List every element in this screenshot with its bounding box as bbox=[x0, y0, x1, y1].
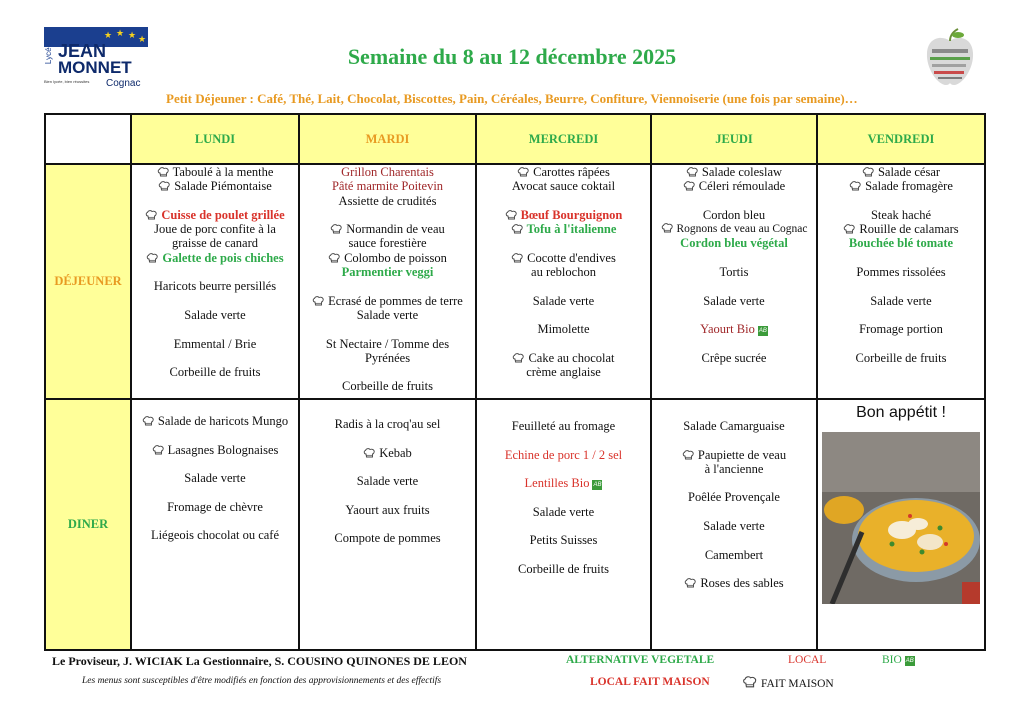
chef-hat-icon bbox=[146, 253, 159, 263]
list-item: Echine de porc 1 / 2 sel bbox=[504, 447, 623, 462]
list-item: Salade césar bbox=[818, 165, 984, 179]
chef-hat-icon bbox=[145, 210, 158, 220]
list-item: Salade verte bbox=[870, 293, 932, 308]
chef-hat-icon bbox=[849, 181, 862, 191]
list-item: St Nectaire / Tomme des bbox=[325, 336, 450, 351]
list-item: Salade Camarguaise bbox=[683, 419, 785, 433]
list-item: Cordon bleu bbox=[702, 207, 766, 222]
list-item: à l'ancienne bbox=[704, 461, 764, 476]
list-item: Liégeois chocolat ou café bbox=[150, 528, 280, 543]
chef-hat-icon bbox=[683, 181, 696, 191]
list-item: Salade verte bbox=[184, 307, 246, 322]
list-item: crème anglaise bbox=[526, 365, 601, 380]
list-item: Normandin de veau bbox=[300, 222, 475, 236]
list-item: Salade fromagère bbox=[818, 179, 984, 193]
list-item: Colombo de poisson bbox=[300, 251, 475, 265]
list-item: Roses des sables bbox=[652, 576, 816, 590]
legend-local-fait-maison: LOCAL FAIT MAISON bbox=[590, 676, 710, 688]
list-item: Pâté marmite Poitevin bbox=[331, 179, 444, 194]
list-item: Bœuf Bourguignon bbox=[477, 208, 650, 222]
list-item: Tortis bbox=[719, 265, 749, 280]
food-photo bbox=[822, 432, 980, 604]
logo-city: Cognac bbox=[106, 78, 141, 89]
list-item: sauce forestière bbox=[348, 236, 427, 251]
list-item: Rouille de calamars bbox=[818, 222, 984, 236]
list-item: Salade verte bbox=[356, 474, 419, 489]
chef-hat-icon bbox=[363, 448, 376, 458]
list-item: Cordon bleu végétal bbox=[680, 236, 788, 251]
list-item: Corbeille de fruits bbox=[518, 561, 609, 576]
bon-appetit-text: Bon appétit ! bbox=[856, 404, 946, 421]
logo-line2: MONNET bbox=[58, 58, 132, 77]
list-item: au reblochon bbox=[531, 265, 596, 280]
dejeuner-row bbox=[45, 164, 985, 399]
dejeuner-vendredi bbox=[817, 164, 985, 399]
list-item: Salade de haricots Mungo bbox=[132, 414, 298, 428]
list-item: Lasagnes Bolognaises bbox=[132, 443, 298, 457]
eu-flag-icon: ★ ★ ★ ★ bbox=[44, 27, 148, 47]
diner-row bbox=[45, 399, 985, 650]
ab-bio-icon: AB bbox=[905, 658, 914, 664]
ab-bio-icon: AB bbox=[593, 482, 602, 489]
chef-hat-icon bbox=[512, 353, 525, 363]
day-header-lundi: LUNDI bbox=[131, 114, 299, 164]
list-item: Galette de pois chiches bbox=[132, 251, 298, 265]
list-item: Feuilleté au fromage bbox=[511, 419, 616, 433]
disclaimer-note: Les menus sont susceptibles d'être modifiés en fonction des approvisionnements et des effectifs bbox=[82, 676, 442, 686]
list-item: Yaourt Bio AB bbox=[700, 322, 767, 337]
breakfast-line: Petit Déjeuner : Café, Thé, Lait, Chocolat, Biscottes, Pain, Céréales, Beurre, Confiture, Viennoiserie (une fois par semaine)… bbox=[166, 91, 858, 106]
list-item: Petits Suisses bbox=[529, 533, 598, 548]
signature: Le Proviseur, J. WICIAK La Gestionnaire, S. COUSINO QUINONES DE LEON bbox=[52, 654, 467, 668]
page-title: Semaine du 8 au 12 décembre 2025 bbox=[347, 44, 677, 69]
list-item: Fromage portion bbox=[859, 322, 943, 337]
list-item: Compote de pommes bbox=[334, 531, 441, 546]
list-item: Rognons de veau au Cognac bbox=[652, 222, 816, 236]
diner-mercredi bbox=[476, 399, 651, 650]
chef-hat-icon bbox=[152, 445, 165, 455]
legend-bio: BIO AB bbox=[882, 654, 914, 666]
list-item: Corbeille de fruits bbox=[169, 365, 261, 380]
list-item: Salade verte bbox=[184, 471, 246, 486]
diner-jeudi bbox=[651, 399, 817, 650]
list-item: Taboulé à la menthe bbox=[132, 165, 298, 179]
list-item: Bouchée blé tomate bbox=[848, 236, 954, 251]
list-item: Salade verte bbox=[703, 293, 765, 308]
diner-mardi bbox=[299, 399, 476, 650]
day-header-vendredi: VENDREDI bbox=[817, 114, 985, 164]
chef-hat-icon bbox=[158, 181, 171, 191]
chef-hat-icon bbox=[684, 578, 697, 588]
dejeuner-jeudi bbox=[651, 164, 817, 399]
list-item: Corbeille de fruits bbox=[342, 379, 433, 394]
list-item: Joue de porc confite à la bbox=[154, 222, 276, 237]
dejeuner-label: DÉJEUNER bbox=[45, 164, 131, 399]
list-item: Crêpe sucrée bbox=[701, 350, 767, 365]
logo-tagline: Bien lycée, bien réussites bbox=[44, 79, 90, 84]
chef-hat-icon bbox=[742, 676, 758, 688]
list-item: Corbeille de fruits bbox=[855, 350, 947, 365]
legend-alternative-vegetale: ALTERNATIVE VEGETALE bbox=[566, 654, 715, 666]
weekly-menu-table bbox=[44, 113, 986, 651]
chef-hat-icon bbox=[686, 167, 699, 177]
list-item: Steak haché bbox=[870, 207, 932, 222]
list-item: Salade coleslaw bbox=[652, 165, 816, 179]
dejeuner-mercredi bbox=[476, 164, 651, 399]
list-item: Avocat sauce coktail bbox=[511, 179, 616, 194]
list-item: Radis à la croq'au sel bbox=[334, 417, 441, 431]
list-item: Salade verte bbox=[703, 519, 765, 534]
list-item: Pommes rissolées bbox=[856, 265, 946, 280]
list-item: Cuisse de poulet grillée bbox=[132, 208, 298, 222]
day-header-jeudi: JEUDI bbox=[651, 114, 817, 164]
ab-bio-icon: AB bbox=[758, 328, 767, 335]
list-item: Camembert bbox=[704, 547, 764, 562]
chef-hat-icon bbox=[661, 223, 674, 233]
list-item: Haricots beurre persillés bbox=[153, 279, 277, 294]
list-item: Parmentier veggi bbox=[341, 265, 434, 280]
dejeuner-mardi bbox=[299, 164, 476, 399]
corner-cell bbox=[45, 114, 131, 164]
legend-local: LOCAL bbox=[788, 654, 827, 666]
chef-hat-icon bbox=[517, 167, 530, 177]
chef-hat-icon bbox=[330, 224, 343, 234]
list-item: Paupiette de veau bbox=[652, 448, 816, 462]
list-item: Céleri rémoulade bbox=[652, 179, 816, 193]
list-item: Cocotte d'endives bbox=[477, 251, 650, 265]
list-item: Carottes râpées bbox=[477, 165, 650, 179]
dejeuner-lundi bbox=[131, 164, 299, 399]
list-item: Cake au chocolat bbox=[477, 351, 650, 365]
logo-prefix: Lycée bbox=[44, 43, 53, 65]
list-item: Ecrasé de pommes de terre bbox=[300, 294, 475, 308]
chef-hat-icon bbox=[862, 167, 875, 177]
diner-lundi bbox=[131, 399, 299, 650]
list-item: Assiette de crudités bbox=[338, 193, 437, 208]
chef-hat-icon bbox=[511, 253, 524, 263]
list-item: Tofu à l'italienne bbox=[477, 222, 650, 236]
diner-label: DINER bbox=[45, 399, 131, 650]
list-item: Yaourt aux fruits bbox=[345, 502, 430, 517]
list-item: Salade verte bbox=[532, 504, 595, 519]
list-item: Salade Piémontaise bbox=[132, 179, 298, 193]
legend-fait-maison: FAIT MAISON bbox=[742, 676, 834, 690]
day-header-mardi: MARDI bbox=[299, 114, 476, 164]
chef-hat-icon bbox=[157, 167, 170, 177]
day-header-mercredi: MERCREDI bbox=[476, 114, 651, 164]
chef-hat-icon bbox=[682, 450, 695, 460]
diner-vendredi bbox=[817, 399, 985, 650]
list-item: graisse de canard bbox=[171, 236, 259, 251]
list-item: Fromage de chèvre bbox=[167, 499, 263, 514]
chef-hat-icon bbox=[142, 416, 155, 426]
list-item: Grillon Charentais bbox=[341, 165, 434, 179]
chef-hat-icon bbox=[843, 224, 856, 234]
list-item: Kebab bbox=[300, 446, 475, 460]
list-item: Pyrénées bbox=[364, 350, 411, 365]
list-item: Emmental / Brie bbox=[173, 336, 257, 351]
list-item: Mimolette bbox=[537, 322, 590, 337]
list-item: Lentilles Bio AB bbox=[524, 476, 602, 491]
chef-hat-icon bbox=[328, 253, 341, 263]
list-item: Salade verte bbox=[532, 293, 595, 308]
days-header-row bbox=[45, 114, 985, 164]
list-item: Salade verte bbox=[356, 307, 419, 322]
list-item: Poêlée Provençale bbox=[688, 490, 780, 505]
apple-wordcloud-icon bbox=[924, 27, 976, 89]
chef-hat-icon bbox=[511, 224, 524, 234]
chef-hat-icon bbox=[505, 210, 518, 220]
chef-hat-icon bbox=[312, 296, 325, 306]
logo-line1: JEAN bbox=[58, 41, 107, 61]
